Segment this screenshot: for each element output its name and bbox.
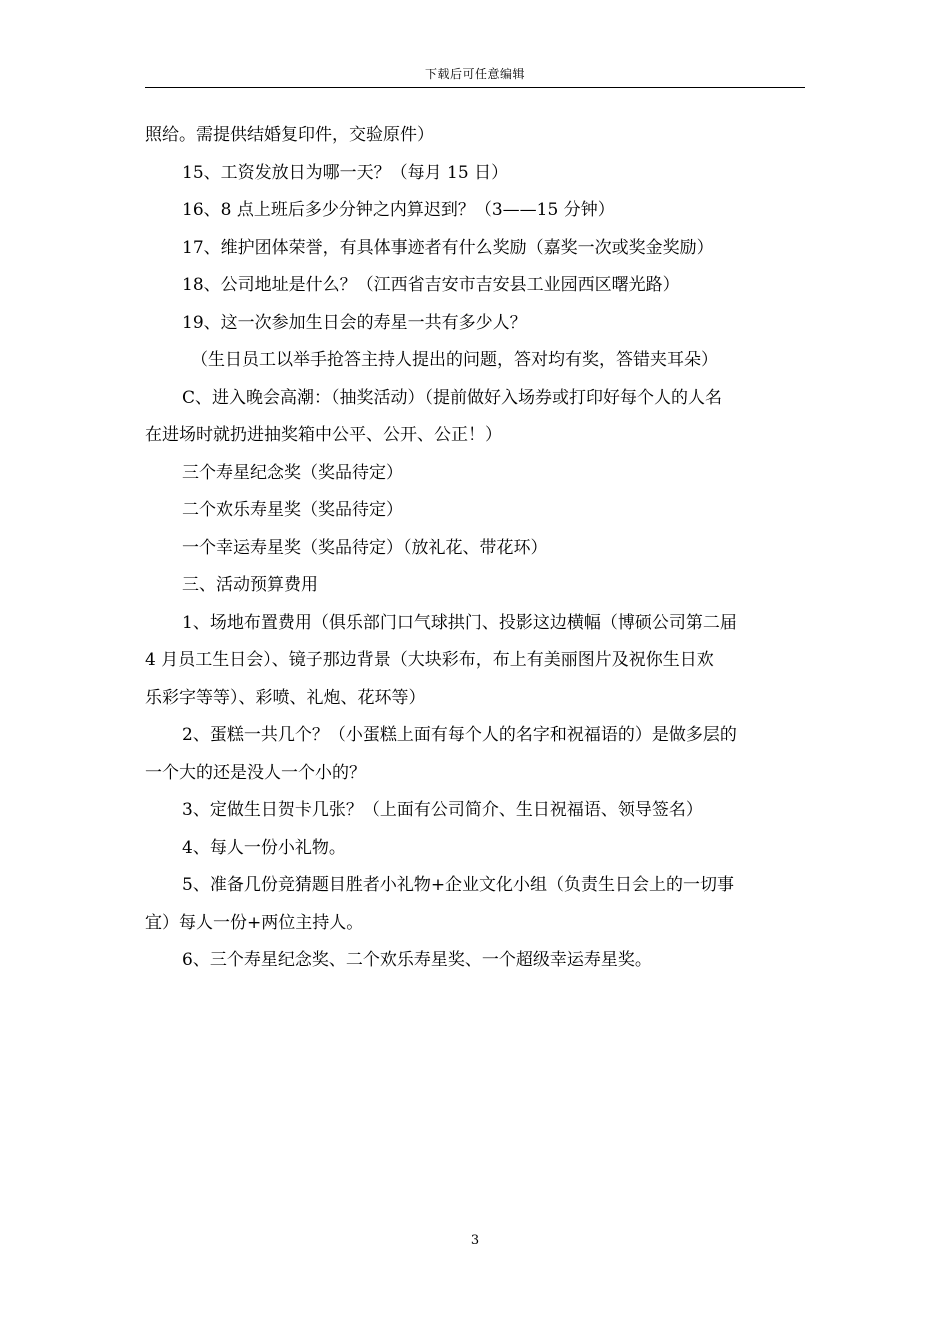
paragraph-line: 2、蛋糕一共几个？（小蛋糕上面有每个人的名字和祝福语的）是做多层的 (182, 725, 737, 745)
paragraph-line: 3、定做生日贺卡几张？（上面有公司简介、生日祝福语、领导签名） (182, 800, 703, 820)
paragraph-line: 4、每人一份小礼物。 (182, 837, 346, 858)
paragraph-line: 16、8 点上班后多少分钟之内算迟到？（3——15 分钟） (182, 200, 615, 220)
paragraph-line: 在进场时就扔进抽奖箱中公平、公开、公正！） (145, 425, 502, 445)
paragraph-line: 照给。需提供结婚复印件，交验原件） (145, 125, 434, 145)
paragraph-line: 1、场地布置费用（俱乐部门口气球拱门、投影这边横幅（博硕公司第二届 (182, 612, 737, 633)
paragraph-line: 19、这一次参加生日会的寿星一共有多少人？ (182, 312, 527, 333)
header-rule (145, 87, 805, 88)
paragraph-line: 17、维护团体荣誉，有具体事迹者有什么奖励（嘉奖一次或奖金奖励） (182, 237, 714, 258)
section-heading: 三、活动预算费用 (182, 575, 318, 595)
page-header: 下载后可任意编辑 (424, 67, 525, 81)
paragraph-line: 一个大的还是没人一个小的？ (145, 762, 366, 783)
paragraph-line: 乐彩字等等）、彩喷、礼炮、花环等） (145, 687, 426, 708)
paragraph-line: 6、三个寿星纪念奖、二个欢乐寿星奖、一个超级幸运寿星奖。 (182, 950, 652, 970)
paragraph-line: 15、工资发放日为哪一天？（每月 15 日） (182, 162, 509, 183)
paragraph-line: 一个幸运寿星奖（奖品待定）（放礼花、带花环） (182, 537, 548, 558)
paragraph-line: （生日员工以举手抢答主持人提出的问题，答对均有奖，答错夹耳朵） (191, 350, 718, 370)
paragraph-line: 二个欢乐寿星奖（奖品待定） (182, 500, 403, 520)
paragraph-line: 5、准备几份竞猜题目胜者小礼物+企业文化小组（负责生日会上的一切事 (182, 875, 735, 895)
paragraph-line: 宜）每人一份+两位主持人。 (145, 912, 364, 933)
paragraph-line: 18、公司地址是什么？（江西省吉安市吉安县工业园西区曙光路） (182, 275, 680, 295)
paragraph-line: 三个寿星纪念奖（奖品待定） (182, 462, 403, 483)
document-body (145, 117, 805, 980)
page-number: 3 (470, 1233, 480, 1248)
paragraph-line: 4 月员工生日会）、镜子那边背景（大块彩布，布上有美丽图片及祝你生日欢 (145, 650, 714, 670)
paragraph-line: C、进入晚会高潮：（抽奖活动）（提前做好入场券或打印好每个人的人名 (182, 387, 723, 408)
